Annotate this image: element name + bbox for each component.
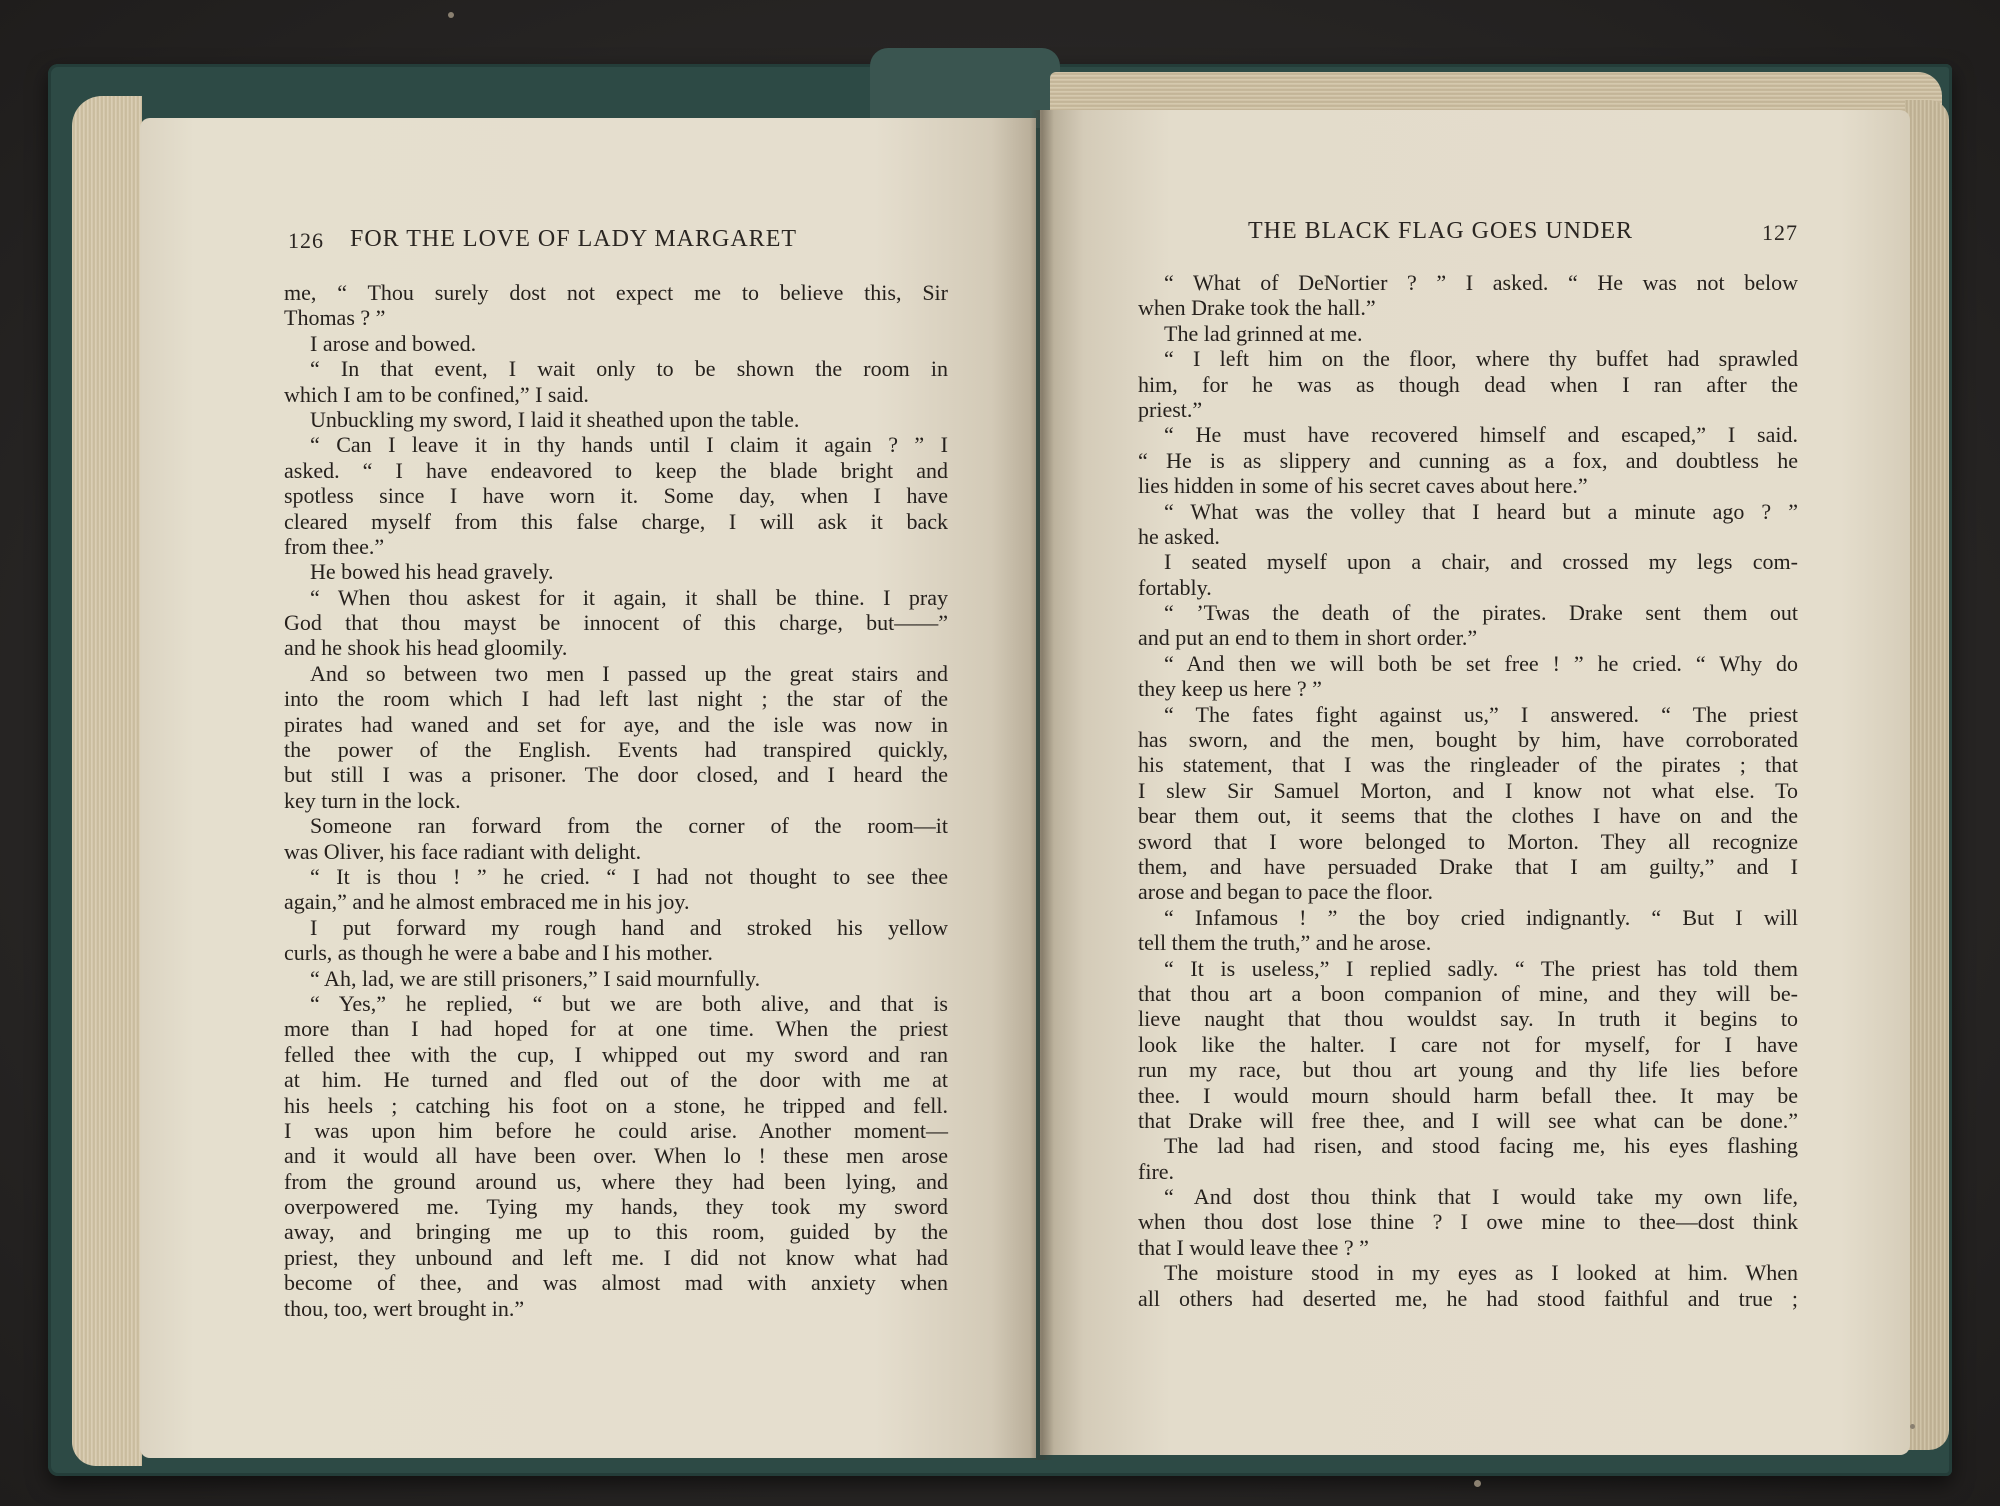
text-line: And so between two men I passed up the great stairs and <box>310 660 948 686</box>
text-line: from thee.” <box>284 533 385 559</box>
text-line: asked. “ I have endeavored to keep the blade bright and <box>284 457 948 483</box>
text-line: “ I left him on the floor, where thy buffet had sprawled <box>1164 346 1798 372</box>
text-line: he asked. <box>1138 523 1220 549</box>
text-line: God that thou mayst be innocent of this charge, but——” <box>284 610 948 636</box>
text-line: when thou dost lose thine ? I owe mine to thee—dost think <box>1138 1209 1798 1235</box>
text-line: Someone ran forward from the corner of the room—it <box>310 813 948 839</box>
left-running-head: FOR THE LOVE OF LADY MARGARET <box>350 226 798 252</box>
text-line: that I would leave thee ? ” <box>1138 1234 1369 1260</box>
text-line: from the ground around us, where they had been lying, and <box>284 1168 948 1194</box>
text-line: that thou art a boon companion of mine, and they will be- <box>1138 980 1798 1006</box>
dust-speck <box>448 12 454 18</box>
text-line: the power of the English. Events had transpired quickly, <box>284 737 948 763</box>
text-line: when Drake took the hall.” <box>1138 295 1376 321</box>
text-line: at him. He turned and fled out of the door with me at <box>284 1067 948 1093</box>
text-line: Unbuckling my sword, I laid it sheathed upon the table. <box>310 406 800 432</box>
text-line: “ In that event, I wait only to be shown the room in <box>310 356 948 382</box>
right-page-edges <box>1905 100 1949 1450</box>
text-line: lies hidden in some of his secret caves about here.” <box>1138 473 1588 499</box>
text-line: into the room which I had left last night ; the star of the <box>284 686 948 712</box>
text-line: The moisture stood in my eyes as I looked at him. When <box>1164 1260 1798 1286</box>
text-line: “ And dost thou think that I would take my own life, <box>1164 1184 1798 1210</box>
text-line: tell them the truth,” and he arose. <box>1138 930 1432 956</box>
left-page-text <box>284 280 948 1321</box>
text-line: “ The fates fight against us,” I answered. “ The priest <box>1164 701 1798 727</box>
text-line: look like the halter. I care not for myself, for I have <box>1138 1031 1798 1057</box>
text-line: He bowed his head gravely. <box>310 559 554 585</box>
text-line: spotless since I have worn it. Some day, when I have <box>284 483 948 509</box>
text-line: “ What of DeNortier ? ” I asked. “ He was not below <box>1164 270 1798 295</box>
text-line: “ Infamous ! ” the boy cried indignantly. “ But I will <box>1164 904 1798 930</box>
text-line: overpowered me. Tying my hands, they took my sword <box>284 1194 948 1220</box>
book-gutter <box>1030 110 1054 1460</box>
text-line: “ And then we will both be set free ! ” he cried. “ Why do <box>1164 650 1798 676</box>
text-line: I arose and bowed. <box>310 330 477 356</box>
text-line: “ Ah, lad, we are still prisoners,” I said mournfully. <box>310 965 761 991</box>
text-line: and it would all have been over. When lo ! these men arose <box>284 1143 948 1169</box>
text-line: priest, they unbound and left me. I did not know what had <box>284 1244 948 1270</box>
right-page-number: 127 <box>1762 220 1798 245</box>
text-line: and he shook his head gloomily. <box>284 635 568 661</box>
text-line: run my race, but thou art young and thy life lies before <box>1138 1057 1798 1083</box>
text-line: but still I was a prisoner. The door closed, and I heard the <box>284 762 948 788</box>
text-line: cleared myself from this false charge, I will ask it back <box>284 508 948 534</box>
text-line: “ He must have recovered himself and escaped,” I said. <box>1164 422 1798 448</box>
text-line: has sworn, and the men, bought by him, have corroborated <box>1138 727 1798 753</box>
text-line: “ He is as slippery and cunning as a fox, and doubtless he <box>1138 447 1798 473</box>
text-line: thee. I would mourn should harm befall thee. It may be <box>1138 1082 1798 1108</box>
text-line: “ Can I leave it in thy hands until I claim it again ? ” I <box>310 432 948 458</box>
text-line: again,” and he almost embraced me in his joy. <box>284 889 690 915</box>
text-line: The lad grinned at me. <box>1164 320 1363 346</box>
left-page-edges <box>72 96 142 1466</box>
text-line: was Oliver, his face radiant with delight. <box>284 838 642 864</box>
text-line: “ It is thou ! ” he cried. “ I had not thought to see thee <box>310 863 948 889</box>
text-line: I was upon him before he could arise. Another moment— <box>284 1117 948 1143</box>
text-line: more than I had hoped for at one time. When the priest <box>284 1016 948 1042</box>
text-line: lieve naught that thou wouldst say. In truth it begins to <box>1138 1006 1798 1032</box>
text-line: fortably. <box>1138 574 1212 600</box>
text-line: away, and bringing me up to this room, guided by the <box>284 1219 948 1245</box>
text-line: his heels ; catching his foot on a stone, he tripped and fell. <box>284 1092 948 1118</box>
text-line: arose and began to pace the floor. <box>1138 879 1434 905</box>
text-line: “ When thou askest for it again, it shall be thine. I pray <box>310 584 948 610</box>
text-line: I seated myself upon a chair, and crossed my legs com- <box>1164 549 1798 575</box>
right-running-head: THE BLACK FLAG GOES UNDER <box>1248 218 1633 244</box>
text-line: I slew Sir Samuel Morton, and I know not what else. To <box>1138 777 1798 803</box>
text-line: felled thee with the cup, I whipped out my sword and ran <box>284 1041 948 1067</box>
text-line: they keep us here ? ” <box>1138 676 1322 702</box>
text-line: “ Yes,” he replied, “ but we are both alive, and that is <box>310 990 948 1016</box>
text-line: curls, as though he were a babe and I his mother. <box>284 940 713 966</box>
text-line: “ What was the volley that I heard but a minute ago ? ” <box>1164 498 1798 524</box>
dust-speck <box>1910 1424 1915 1429</box>
text-line: me, “ Thou surely dost not expect me to believe this, Sir <box>284 280 948 305</box>
text-line: him, for he was as though dead when I ran after the <box>1138 371 1798 397</box>
text-line: them, and have persuaded Drake that I am guilty,” and I <box>1138 853 1798 879</box>
text-line: priest.” <box>1138 396 1203 422</box>
text-line: “ It is useless,” I replied sadly. “ The priest has told them <box>1164 955 1798 981</box>
text-line: pirates had waned and set for aye, and the isle was now in <box>284 711 948 737</box>
text-line: that Drake will free thee, and I will see what can be done.” <box>1138 1107 1798 1133</box>
text-line: which I am to be confined,” I said. <box>284 381 589 407</box>
right-page-text <box>1138 270 1798 1311</box>
text-line: sword that I wore belonged to Morton. They all recognize <box>1138 828 1798 854</box>
text-line: “ ’Twas the death of the pirates. Drake sent them out <box>1164 600 1798 626</box>
dust-speck <box>1474 1480 1481 1487</box>
text-line: key turn in the lock. <box>284 787 461 813</box>
text-line: bear them out, it seems that the clothes I have on and the <box>1138 803 1798 829</box>
text-line: I put forward my rough hand and stroked his yellow <box>310 914 948 940</box>
text-line: thou, too, wert brought in.” <box>284 1295 525 1321</box>
text-line: and put an end to them in short order.” <box>1138 625 1478 651</box>
text-line: Thomas ? ” <box>284 305 386 331</box>
text-line: all others had deserted me, he had stood faithful and true ; <box>1138 1285 1798 1311</box>
text-line: become of thee, and was almost mad with anxiety when <box>284 1270 948 1296</box>
text-line: fire. <box>1138 1158 1175 1184</box>
left-page-number: 126 <box>288 228 324 253</box>
text-line: The lad had risen, and stood facing me, his eyes flashing <box>1164 1133 1798 1159</box>
text-line: his statement, that I was the ringleader of the pirates ; that <box>1138 752 1798 778</box>
